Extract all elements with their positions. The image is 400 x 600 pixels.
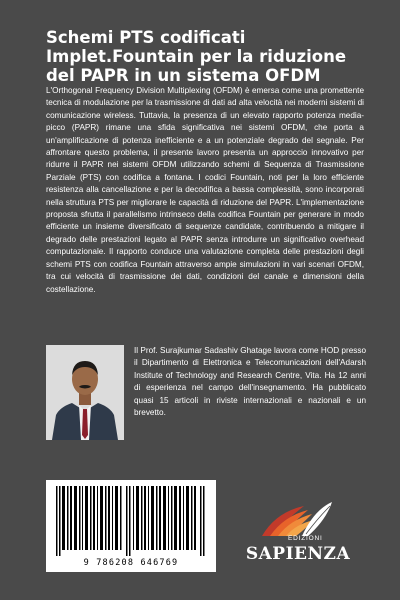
publisher-logo: [232, 500, 364, 575]
quill-fan-icon: [232, 500, 364, 540]
publisher-imprint: EDIZIONI: [288, 535, 323, 542]
barcode-bars: [56, 486, 206, 556]
book-title: Schemi PTS codificati Implet.Fountain per la riduzione del PAPR in un sistema OFDM: [46, 28, 347, 85]
author-portrait-image: [46, 345, 124, 440]
author-photo: [46, 345, 124, 440]
isbn-digits: 9 786208 646769: [83, 558, 179, 568]
publisher-name: SAPIENZA: [245, 544, 351, 564]
author-bio: Il Prof. Surajkumar Sadashiv Ghatage lavora come HOD presso il Dipartimento di Elettronica e Telecomunicazioni dell'Adarsh Institute of Technology and Research Centre, Vita. Ha 12 anni di esperienza nel campo dell'insegnamento. Ha pubblicato quasi 15 articoli in riviste internazionali e nazionali e un brevetto.: [134, 346, 366, 418]
book-abstract: L'Orthogonal Frequency Division Multiplexing (OFDM) è emersa come una promettente tecnica di modulazione per la trasmissione di dati ad alta velocità nei moderni sistemi di comunicazione wireless. Tuttavia, la presenza di un elevato rapporto potenza media-picco (PAPR) rimane una sfida significativa nei sistemi OFDM, che porta a un'amplificazione di potenza inefficiente e a un potenziale degrado del segnale. Per affrontare questo problema, il presente lavoro presenta un approccio innovativo per ridurre il PAPR nei sistemi OFDM utilizzando schemi di Sequenza di Trasmissione Parziale (PTS) con codifica a fontana. I codici Fountain, noti per la loro efficiente resistenza alla cancellazione e per la decodifica a bassa complessità, sono incorporati nella struttura PTS per migliorare le capacità di riduzione del PAPR. L'implementazione proposta sfrutta il parallelismo intrinseco della codifica Fountain per generare in modo efficiente un insieme diversificato di sequenze candidate, contribuendo a mitigare il degrado delle prestazioni legato al PAPR senza introdurre un significativo overhead computazionale. Il rapporto conduce una valutazione completa delle prestazioni degli schemi PTS con codifica Fountain attraverso ampie simulazioni in vari scenari OFDM, tra cui velocità di trasmissione dei dati, condizioni del canale e dimensioni della costellazione.: [46, 86, 364, 294]
isbn-barcode: [46, 480, 216, 572]
